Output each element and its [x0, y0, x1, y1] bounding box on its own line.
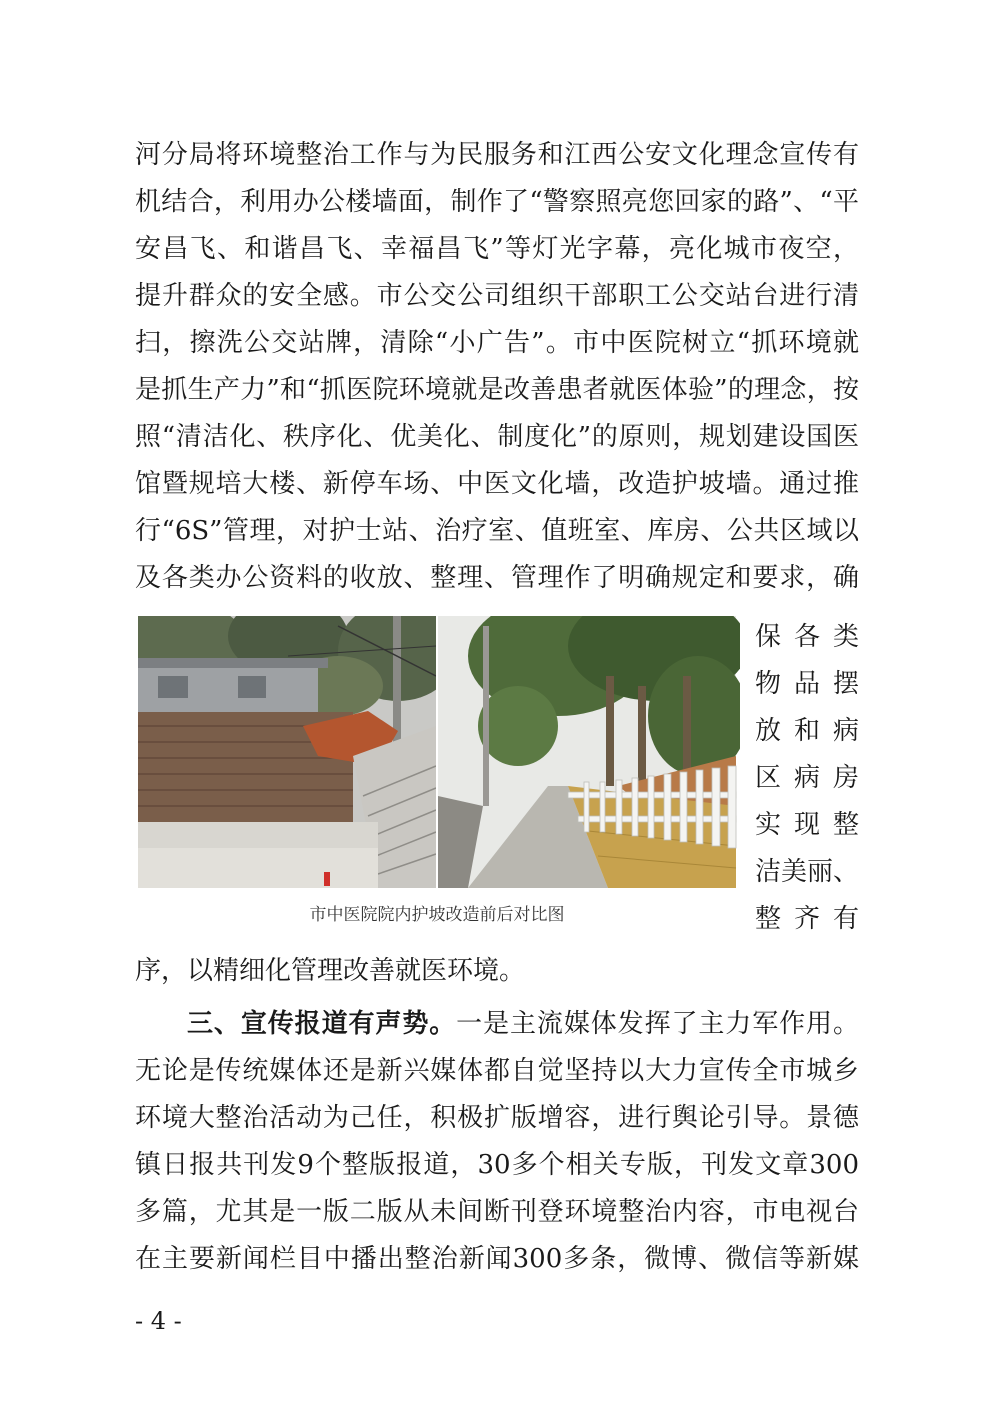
section-lead-text: 一是主流媒体发挥了主力军作用。: [456, 1009, 859, 1039]
body-text-line: 扫，擦洗公交站牌，清除“小广告”。市中医院树立“抓环境就: [135, 328, 859, 358]
body-text-line: 多篇，尤其是一版二版从未间断刊登环境整治内容，市电视台: [135, 1197, 859, 1227]
body-text-line: 镇日报共刊发9个整版报道，30多个相关专版，刊发文章300: [135, 1150, 859, 1180]
before-photo: [138, 616, 458, 888]
body-text-line: 在主要新闻栏目中播出整治新闻300多条，微博、微信等新媒: [135, 1244, 859, 1274]
page-number: - 4 -: [135, 1307, 182, 1335]
comparison-photo-figure: [138, 616, 740, 930]
wrap-text-line: 区病房: [755, 763, 859, 793]
wrap-text-line: 放和病: [755, 716, 859, 746]
wrap-text-line: 物品摆: [755, 669, 859, 699]
wrap-text-line: 洁美丽、: [755, 857, 860, 887]
body-text-line: 行“6S”管理，对护士站、治疗室、值班室、库房、公共区域以: [135, 516, 859, 546]
body-text-line: 环境大整治活动为己任，积极扩版增容，进行舆论引导。景德: [135, 1103, 859, 1133]
section-heading: 三、宣传报道有声势。: [187, 1009, 457, 1039]
body-text-line: 序，以精细化管理改善就医环境。: [135, 956, 526, 986]
body-text-line: 安昌飞、和谐昌飞、幸福昌飞”等灯光字幕，亮化城市夜空，: [135, 234, 859, 264]
wrap-text-line: 实现整: [755, 810, 859, 840]
wrap-text-line: 整齐有: [755, 904, 859, 934]
body-text-line: 及各类办公资料的收放、整理、管理作了明确规定和要求，确: [135, 563, 859, 593]
comparison-photo: [138, 616, 740, 930]
body-text-line: 馆暨规培大楼、新停车场、中医文化墙，改造护坡墙。通过推: [135, 469, 859, 499]
body-text-line: 无论是传统媒体还是新兴媒体都自觉坚持以大力宣传全市城乡: [135, 1056, 859, 1086]
after-photo: [438, 616, 740, 888]
body-text-line: 河分局将环境整治工作与为民服务和江西公安文化理念宣传有: [135, 140, 859, 170]
section-first-line: [187, 1004, 859, 1044]
wrap-text-line: 保各类: [755, 622, 859, 652]
figure-caption: 市中医院院内护坡改造前后对比图: [309, 905, 565, 925]
body-text-line: 是抓生产力”和“抓医院环境就是改善患者就医体验”的理念，按: [135, 375, 859, 405]
body-text-line: 照“清洁化、秩序化、优美化、制度化”的原则，规划建设国医: [135, 422, 859, 452]
body-text-line: 提升群众的安全感。市公交公司组织干部职工公交站台进行清: [135, 281, 859, 311]
body-text-line: 机结合，利用办公楼墙面，制作了“警察照亮您回家的路”、“平: [135, 187, 859, 217]
